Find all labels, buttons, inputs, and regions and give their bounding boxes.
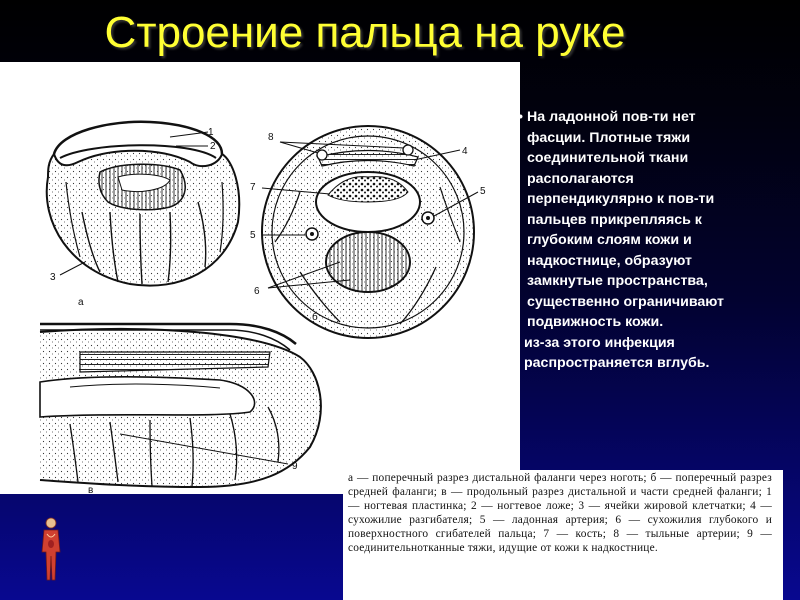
figure-b-section	[262, 126, 478, 338]
label-6: 6	[254, 286, 260, 297]
anatomy-figure	[0, 62, 520, 494]
label-3: 3	[50, 272, 56, 283]
label-7: 7	[250, 182, 256, 193]
label-b: б	[312, 312, 318, 323]
body-text	[518, 107, 793, 374]
label-v: в	[88, 485, 94, 494]
body-paragraph-1: На ладонной пов-ти нет фасции. Плотные тяжи соединительной ткани располагаются перпендикулярно к пов-ти пальцев прикрепляясь к глубоким слоям кожи и надкостнице, образуют замкнутые пространства, существенно ограничивают подвижность кожи.	[527, 109, 724, 330]
figure-v-section	[40, 324, 321, 487]
body-paragraph-2: из-за этого инфекция распространяется вглубь.	[524, 334, 710, 371]
label-4: 4	[462, 146, 468, 157]
figure-caption: а — поперечный разрез дистальной фаланги через ноготь; б — поперечный разрез средней фаланги; в — продольный разрез дистальной и части средней фаланги; 1 — ногтевая пластинка; 2 — ногтевое ложе; 3 — ячейки жировой клетчатки; 4 — сухожилие разгибателя; 5 — ладонная артерия; 6 — сухожилия глубокого и поверхностного сгибателей пальца; 7 — кость; 8 — тыльные артерии; 9 — соединительнотканные тяжи, идущие от кожи к надкостнице.	[348, 472, 772, 554]
bullet-mark: •	[518, 109, 523, 125]
label-2: 2	[210, 141, 216, 152]
anatomy-human-figure-icon	[38, 516, 64, 586]
label-1: 1	[208, 127, 214, 138]
slide-title: Строение пальца на руке	[104, 8, 626, 57]
label-8: 8	[268, 132, 274, 143]
label-a: а	[78, 297, 84, 308]
label-9: 9	[292, 461, 298, 472]
label-5-left: 5	[250, 230, 256, 241]
label-5-right: 5	[480, 186, 486, 197]
